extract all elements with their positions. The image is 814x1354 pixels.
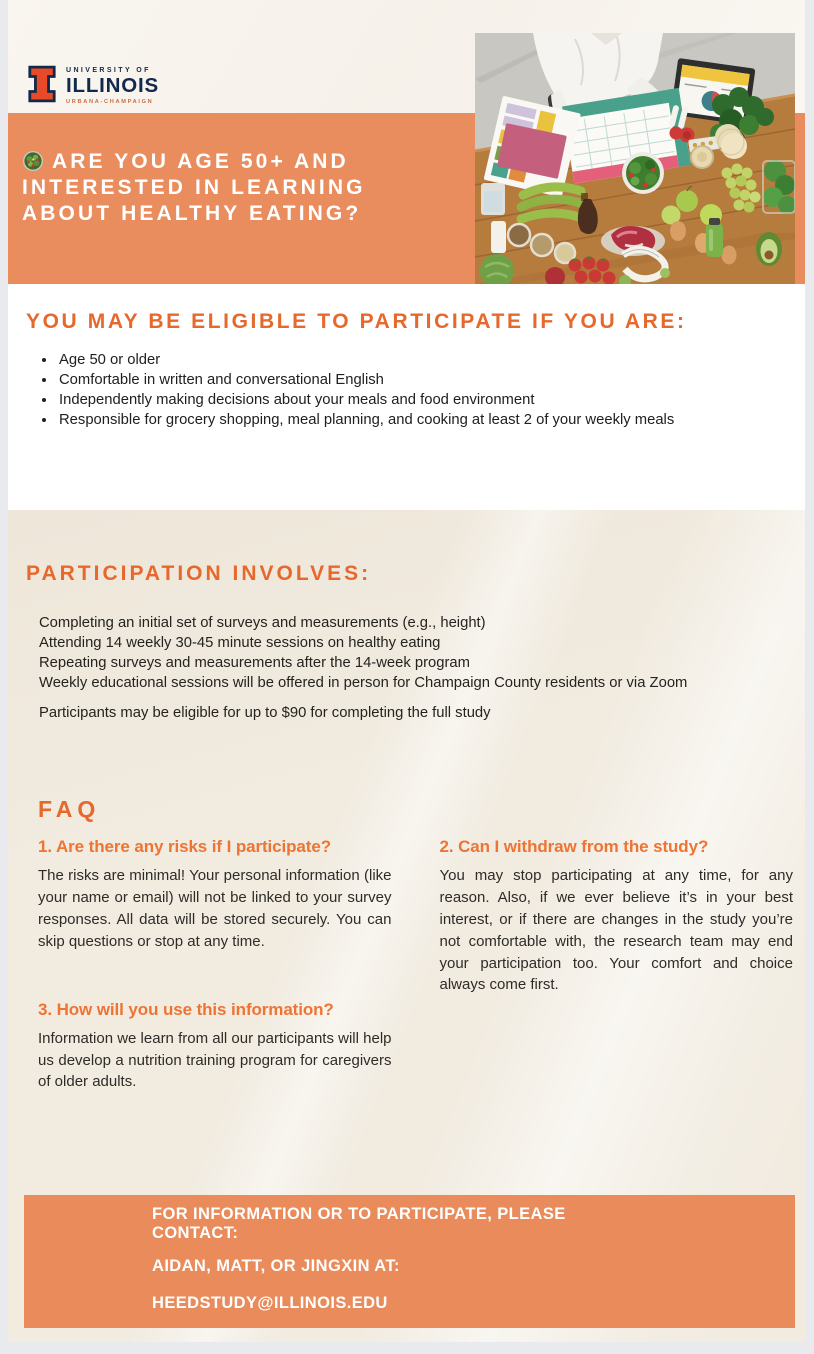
participation-item: Attending 14 weekly 30-45 minute sessions on healthy eating bbox=[39, 634, 441, 651]
eligibility-item: • Comfortable in written and conversational English bbox=[57, 371, 785, 391]
logo-urbana-champaign: URBANA-CHAMPAIGN bbox=[66, 98, 154, 105]
eligibility-list bbox=[26, 351, 785, 430]
participation-item: Weekly educational sessions will be offered in person for Champaign County residents or via Zoom bbox=[39, 674, 688, 691]
title-line-2: INTERESTED IN LEARNING bbox=[22, 176, 366, 199]
faq-question-1: 1. Are there any risks if I participate? bbox=[38, 837, 331, 857]
faq-question-2: 2. Can I withdraw from the study? bbox=[439, 837, 709, 857]
nutritionist-photo bbox=[475, 33, 795, 284]
faq-column-left bbox=[38, 836, 392, 1093]
faq-column-right bbox=[440, 836, 794, 1093]
contact-box bbox=[24, 1195, 795, 1328]
logo-wordmark bbox=[66, 64, 159, 105]
nutritionist-photo-illustration bbox=[475, 33, 795, 284]
participation-list bbox=[26, 614, 793, 724]
logo-illinois: ILLINOIS bbox=[66, 74, 159, 97]
faq-answer-2: You may stop participating at any time, for any reason. Also, if we ever believe it’s in your best interest, or if there are changes in the study you’re not comfortable with, the research team may end your participation too. Your comfort and choice always come first. bbox=[439, 867, 793, 994]
contact-email-link[interactable]: HEEDSTUDY@ILLINOIS.EDU bbox=[152, 1294, 388, 1313]
university-of-illinois-logo bbox=[27, 64, 159, 105]
faq-grid bbox=[26, 836, 793, 1093]
faq-answer-1: The risks are minimal! Your personal information (like your name or email) will not be linked to your survey responses. All data will be stored securely. You can skip questions or stop at any time. bbox=[38, 867, 392, 950]
eligibility-item: • Age 50 or older bbox=[57, 351, 785, 371]
title-text: ARE YOU AGE 50+ AND bbox=[52, 150, 349, 173]
faq-answer-3: Information we learn from all our participants will help us develop a nutrition training program for caregivers of older adults. bbox=[38, 1029, 392, 1091]
compensation-note: Participants may be eligible for up to $90 for completing the full study bbox=[39, 705, 491, 722]
participation-section bbox=[8, 510, 805, 1342]
contact-heading: FOR INFORMATION OR TO PARTICIPATE, PLEASE CONTACT: bbox=[152, 1205, 566, 1242]
participation-item: Repeating surveys and measurements after the 14-week program bbox=[39, 654, 470, 671]
participation-heading: PARTICIPATION INVOLVES: bbox=[26, 562, 372, 585]
eligibility-item: • Independently making decisions about your meals and food environment bbox=[57, 391, 785, 411]
contact-names: AIDAN, MATT, OR JINGXIN AT: bbox=[152, 1256, 400, 1275]
faq-heading: FAQ bbox=[38, 796, 101, 823]
block-i-icon bbox=[27, 64, 57, 104]
participation-item: Completing an initial set of surveys and measurements (e.g., height) bbox=[39, 615, 486, 632]
flyer-canvas bbox=[8, 0, 805, 1342]
logo-university-of: UNIVERSITY OF bbox=[66, 67, 151, 74]
salad-emoji-icon bbox=[22, 150, 44, 172]
title-line-3: ABOUT HEALTHY EATING? bbox=[22, 202, 362, 225]
eligibility-section bbox=[8, 284, 805, 510]
eligibility-item: • Responsible for grocery shopping, meal planning, and cooking at least 2 of your weekly meals bbox=[57, 411, 785, 431]
eligibility-heading: YOU MAY BE ELIGIBLE TO PARTICIPATE IF YOU ARE: bbox=[26, 310, 687, 333]
faq-question-3: 3. How will you use this information? bbox=[38, 999, 334, 1019]
